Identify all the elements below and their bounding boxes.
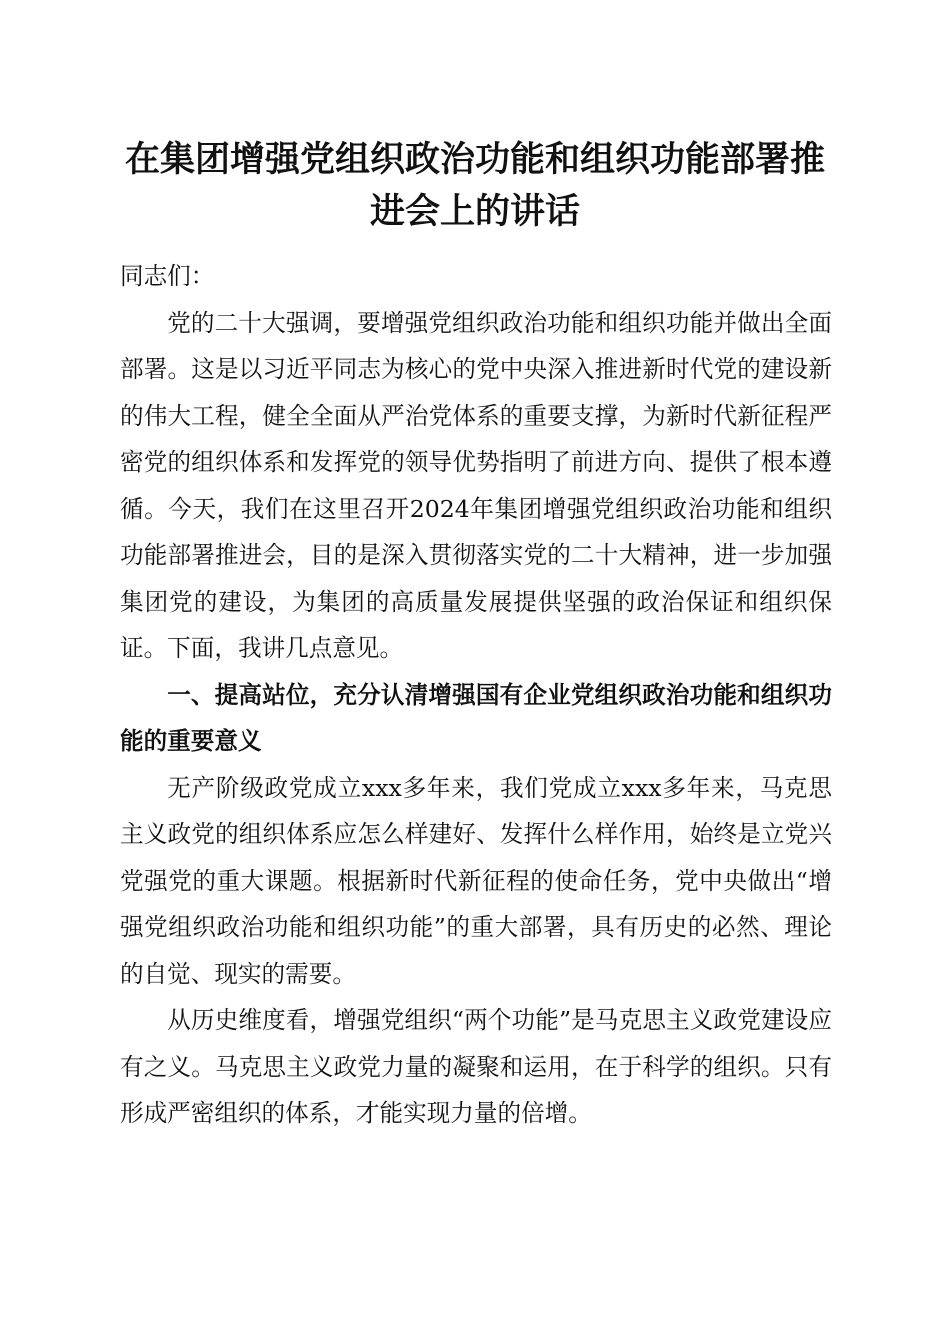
salutation: 同志们： bbox=[120, 262, 215, 290]
intro-paragraph: 党的二十大强调，要增强党组织政治功能和组织功能并做出全面部署。这是以习近平同志为核心的党中央深入推进新时代党的建设新的伟大工程，健全全面从严治党体系的重要支撑，为新时代新征程严密党的组织体系和发挥党的领导优势指明了前进方向、提供了根本遵循。今天，我们在这里召开2024年集团增强党组织政治功能和组织功能部署推进会，目的是深入贯彻落实党的二十大精神，进一步加强集团党的建设，为集团的高质量发展提供坚强的政治保证和组织保证。下面，我讲几点意见。 bbox=[120, 308, 832, 662]
section-heading-1: 一、提高站位，充分认清增强国有企业党组织政治功能和组织功能的重要意义 bbox=[120, 680, 832, 755]
document-body bbox=[120, 253, 832, 1137]
section-paragraph-1: 无产阶级政党成立xxx多年来，我们党成立xxx多年来，马克思主义政党的组织体系应怎么样建好、发挥什么样作用，始终是立党兴党强党的重大课题。根据新时代新征程的使命任务，党中央做出“增强党组织政治功能和组织功能”的重大部署，具有历史的必然、理论的自觉、现实的需要。 bbox=[120, 773, 832, 988]
section-paragraph-2: 从历史维度看，增强党组织“两个功能”是马克思主义政党建设应有之义。马克思主义政党力量的凝聚和运用，在于科学的组织。只有形成严密组织的体系，才能实现力量的倍增。 bbox=[120, 1006, 832, 1127]
document-title: 在集团增强党组织政治功能和组织功能部署推进会上的讲话 bbox=[124, 139, 825, 232]
